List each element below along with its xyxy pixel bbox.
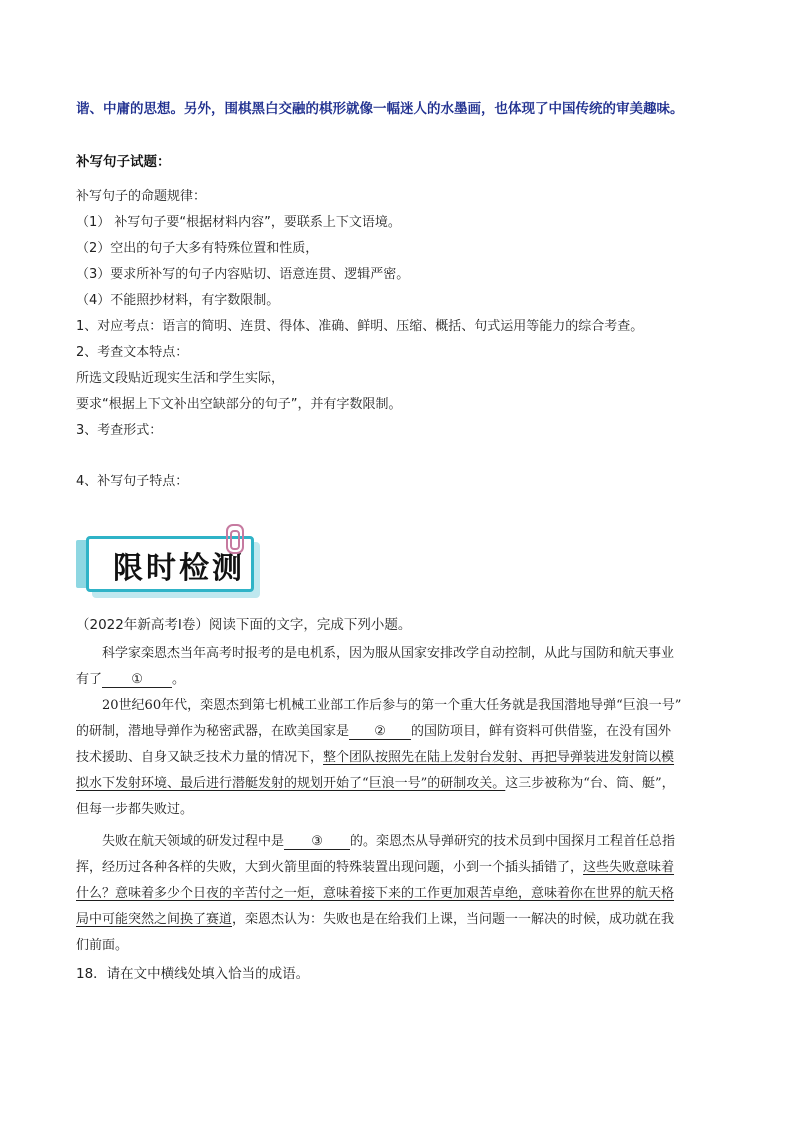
underlined-text: 这些失败意味着: [583, 860, 675, 875]
passage-line: [76, 668, 185, 688]
point-item: 4、补写句子特点：: [76, 474, 189, 489]
passage-text: 有了: [76, 672, 103, 687]
blank-1[interactable]: ①: [102, 673, 172, 688]
rule-item: （1） 补写句子要“根据材料内容”，要联系上下文语境。: [76, 215, 401, 230]
passage-line: [76, 856, 674, 875]
passage-text: 失败在航天领域的研发过程中是: [102, 834, 285, 849]
passage-line: [102, 694, 681, 713]
rules-heading: 补写句子的命题规律：: [76, 189, 207, 204]
blank-2[interactable]: ②: [349, 725, 411, 740]
passage-line: [102, 830, 675, 850]
passage-line: [76, 934, 128, 953]
point-item: 2、考查文本特点：: [76, 345, 189, 360]
passage-text: 。: [172, 672, 186, 687]
passage-text: ，栾恩杰认为：失败也是在给我们上课，当问题一一解决的时候，成功就在我: [232, 912, 675, 927]
passage-line: [76, 798, 193, 817]
intro-line: 谐、中庸的思想。另外，围棋黑白交融的棋形就像一幅迷人的水墨画，也体现了中国传统的审美趣味。: [76, 101, 684, 117]
underlined-text: 什么？意味着多少个日夜的辛苦付之一炬，意味着接下来的工作更加艰苦卓绝，意味着你在世界的航天格: [76, 886, 675, 901]
passage-line: [76, 746, 674, 765]
passage-text: 科学家栾恩杰当年高考时报考的是电机系，因为服从国家安排改学自动控制，从此与国防和航天事业: [102, 646, 675, 661]
passage-text: 们前面。: [76, 938, 129, 953]
passage-text: 的。栾恩杰从导弹研究的技术员到中国探月工程首任总指: [350, 834, 676, 849]
passage-line: [76, 720, 671, 740]
paperclip-icon-inner: [230, 530, 240, 550]
rule-item: （4）不能照抄材料，有字数限制。: [76, 293, 280, 308]
underlined-text: 整个团队按照先在陆上发射台发射、再把导弹装进发射筒以模: [323, 750, 675, 765]
point-item: 要求“根据上下文补出空缺部分的句子”，并有字数限制。: [76, 397, 402, 412]
passage-text: 20世纪60年代，栾恩杰到第七机械工业部工作后参与的第一个重大任务就是我国潜地导弹“巨浪一号”: [102, 698, 682, 713]
banner: [76, 530, 264, 592]
question-18: 18．请在文中横线处填入恰当的成语。: [76, 966, 310, 982]
passage-text: 但每一步都失败过。: [76, 802, 194, 817]
underlined-text: 拟水下发射环境、最后进行潜艇发射的规划开始了“巨浪一号”的研制攻关。: [76, 776, 506, 791]
passage-text: 这三步被称为“台、筒、艇”，: [505, 776, 675, 791]
blank-3[interactable]: ③: [284, 835, 350, 850]
point-item: 1、对应考点：语言的简明、连贯、得体、准确、鲜明、压缩、概括、句式运用等能力的综合考查。: [76, 319, 644, 334]
underlined-text: 局中可能突然之间换了赛道: [76, 912, 233, 927]
rule-item: （3）要求所补写的句子内容贴切、语意连贯、逻辑严密。: [76, 267, 410, 282]
passage-line: [76, 772, 675, 791]
point-item: 所选文段贴近现实生活和学生实际，: [76, 371, 285, 386]
point-item: 3、考查形式：: [76, 423, 163, 438]
passage-line: [76, 882, 674, 901]
section-heading: 补写句子试题：: [76, 154, 171, 170]
passage-line: [102, 642, 674, 661]
passage-line: [76, 908, 674, 927]
rule-item: （2）空出的句子大多有特殊位置和性质，: [76, 241, 319, 256]
passage-text: 技术援助、自身又缺乏技术力量的情况下，: [76, 750, 324, 765]
passage-text: 的国防项目，鲜有资料可供借鉴，在没有国外: [411, 724, 672, 739]
banner-title: 限时检测: [113, 551, 245, 586]
passage-text: 挥，经历过各种各样的失败，大到火箭里面的特殊装置出现问题，小到一个插头插错了，: [76, 860, 584, 875]
passage-text: 的研制，潜地导弹作为秘密武器，在欧美国家是: [76, 724, 350, 739]
question-source: （2022年新高考Ⅰ卷）阅读下面的文字，完成下列小题。: [76, 617, 412, 633]
